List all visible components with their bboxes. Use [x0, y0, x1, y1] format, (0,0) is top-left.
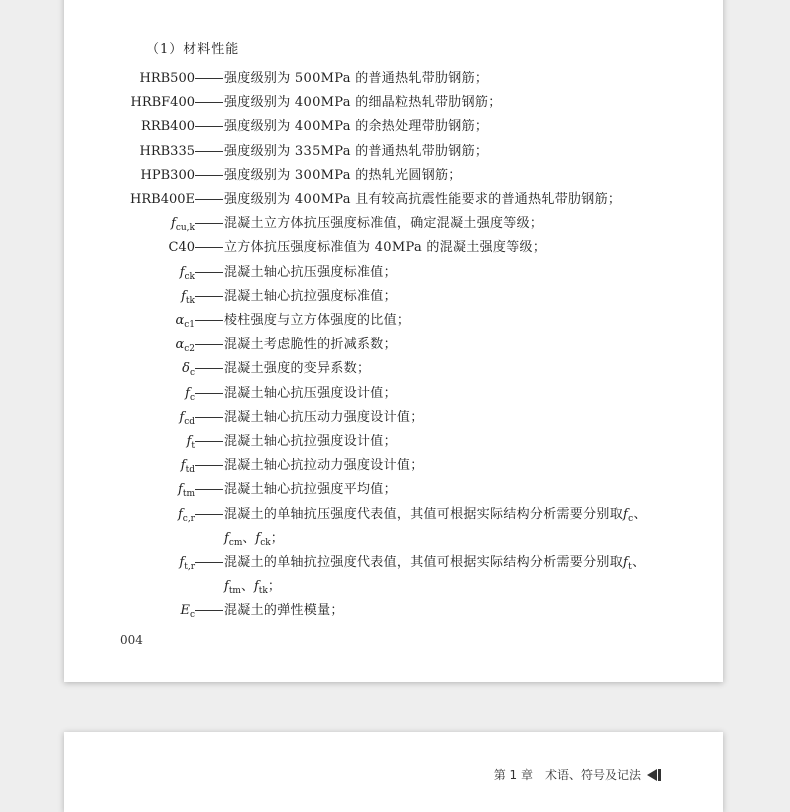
chapter-header: [494, 766, 661, 783]
continuation-s2: f: [255, 530, 261, 546]
term-definition: [224, 261, 397, 285]
symbol-subscript: c,r: [182, 513, 195, 524]
symbol-main: f: [186, 434, 192, 449]
term-symbol: HRB400E: [130, 192, 195, 207]
term-row: [64, 454, 723, 478]
symbol-main: f: [180, 458, 186, 474]
continuation-b1: tm: [228, 586, 241, 597]
definition-text: 立方体抗压强度标准值为 40MPa 的混凝土强度等级；: [224, 240, 547, 256]
em-dash-separator: [195, 393, 223, 394]
term-row: [64, 357, 723, 381]
term-definition: [224, 115, 488, 139]
continuation-s1: f: [224, 579, 229, 595]
term-definition: [224, 309, 410, 333]
em-dash-separator: [195, 223, 223, 224]
definition-text: 混凝土的单轴抗压强度代表值，其值可根据实际结构分析需要分别取: [224, 506, 624, 522]
term-row: [64, 503, 723, 527]
term-symbol: RRB400: [141, 119, 195, 135]
symbol-main: δ: [182, 361, 190, 377]
term-row: [64, 67, 723, 91]
definition-text: 强度级别为 335MPa 的普通热轧带肋钢筋；: [224, 143, 489, 159]
em-dash-separator: [195, 562, 223, 563]
symbol-subscript: td: [185, 465, 195, 476]
symbol-main: f: [179, 555, 185, 570]
continuation-sep: 、: [240, 579, 254, 595]
symbol-main: f: [171, 216, 176, 232]
term-definition: [224, 164, 462, 188]
symbol-main: α: [175, 313, 185, 328]
definition-text: 强度级别为 400MPa 的细晶粒热轧带肋钢筋；: [224, 95, 502, 111]
continuation-s1: f: [224, 530, 229, 546]
term-symbol: HRB335: [139, 143, 195, 159]
em-dash-separator: [195, 465, 223, 466]
continuation-b1: cm: [228, 537, 243, 548]
term-row-continuation: [64, 575, 723, 599]
symbol-subscript: c: [189, 368, 195, 379]
em-dash-separator: [195, 320, 223, 321]
symbol-subscript: c2: [184, 344, 195, 355]
term-row: [64, 333, 723, 357]
term-definition: [224, 285, 397, 309]
term-definition: [224, 599, 344, 623]
em-dash-separator: [195, 344, 223, 345]
symbol-subscript: c: [189, 392, 195, 403]
continuation-sep: 、: [242, 530, 256, 546]
continuation-end: ；: [267, 579, 281, 595]
term-row: [64, 236, 723, 260]
term-row: [64, 212, 723, 236]
term-row: [64, 285, 723, 309]
symbol-subscript: tm: [182, 489, 195, 500]
continuation-end: ；: [270, 530, 284, 546]
symbol-subscript: c: [189, 610, 195, 621]
term-row: [64, 140, 723, 164]
inline-subscript: t: [628, 562, 633, 572]
em-dash-separator: [195, 151, 223, 152]
term-row-continuation: [64, 527, 723, 551]
term-row: [64, 164, 723, 188]
symbol-main: E: [180, 603, 190, 619]
term-definition: [224, 478, 397, 502]
definition-text: 混凝土轴心抗压强度设计值；: [224, 385, 397, 401]
definition-text: 强度级别为 300MPa 的热轧光圆钢筋；: [224, 167, 462, 183]
triangle-marker-icon: [647, 769, 657, 781]
term-symbol: HRBF400: [130, 95, 195, 111]
definition-text: 强度级别为 400MPa 的余热处理带肋钢筋；: [224, 119, 489, 135]
definition-text: 混凝土轴心抗拉动力强度设计值；: [224, 458, 424, 474]
term-row: [64, 115, 723, 139]
definition-text: 混凝土强度的变异系数；: [224, 361, 371, 377]
page-number: 004: [120, 633, 143, 647]
em-dash-separator: [195, 441, 223, 442]
em-dash-separator: [195, 610, 223, 611]
term-definition: [224, 91, 502, 115]
definition-text: 混凝土轴心抗拉强度平均值；: [224, 482, 397, 498]
term-row: [64, 309, 723, 333]
definition-text: 混凝土轴心抗压强度标准值；: [224, 264, 397, 280]
em-dash-separator: [195, 199, 223, 200]
term-definition: [224, 140, 488, 164]
term-row: [64, 91, 723, 115]
continuation-b2: ck: [260, 537, 271, 548]
symbol-main: f: [179, 409, 185, 425]
definition-text: 混凝土轴心抗拉强度标准值；: [224, 288, 397, 304]
term-symbol: HPB300: [140, 167, 195, 183]
symbol-subscript: ck: [184, 271, 195, 282]
symbol-subscript: c1: [184, 320, 195, 330]
term-row: [64, 551, 723, 575]
term-symbol: HRB500: [139, 71, 195, 86]
document-page-next: [64, 732, 723, 812]
em-dash-separator: [195, 247, 223, 248]
term-definition: [224, 236, 546, 260]
em-dash-separator: [195, 296, 223, 297]
em-dash-separator: [195, 272, 223, 273]
symbol-main: f: [179, 264, 185, 280]
definition-text: 混凝土轴心抗压动力强度设计值；: [224, 409, 424, 425]
definition-text: 混凝土考虑脆性的折减系数；: [224, 337, 397, 353]
definition-text: 混凝土的弹性模量；: [224, 603, 344, 619]
term-row: [64, 478, 723, 502]
term-definition: [224, 67, 488, 91]
term-symbol: C40: [168, 240, 195, 256]
term-row: [64, 382, 723, 406]
term-definition: [224, 382, 397, 406]
page-title-cut: [64, 0, 723, 8]
term-definition: [224, 188, 621, 212]
term-row: [64, 430, 723, 454]
term-definition: [224, 212, 543, 236]
em-dash-separator: [195, 78, 223, 79]
symbol-main: f: [181, 288, 186, 304]
chapter-header-text: 第 1 章 术语、符号及记法: [493, 768, 641, 782]
inline-punct: 、: [632, 555, 646, 570]
continuation-s2: f: [253, 579, 259, 595]
term-row: [64, 599, 723, 623]
symbol-subscript: t,r: [184, 562, 195, 572]
em-dash-separator: [195, 514, 223, 515]
inline-subscript: c: [628, 513, 634, 524]
symbol-subscript: tk: [185, 295, 195, 306]
bar-marker-icon: [658, 769, 661, 781]
definition-text: 混凝土轴心抗拉强度设计值；: [224, 434, 397, 449]
term-symbol: [180, 599, 195, 627]
section-heading: （1）材料性能: [146, 42, 240, 57]
document-page: [64, 0, 723, 682]
em-dash-separator: [195, 368, 223, 369]
inline-symbol: f: [623, 506, 629, 522]
inline-symbol: f: [623, 555, 629, 570]
term-row: [64, 406, 723, 430]
em-dash-separator: [195, 175, 223, 176]
definition-text: 棱柱强度与立方体强度的比值；: [224, 313, 411, 328]
definition-text: 强度级别为 500MPa 的普通热轧带肋钢筋；: [224, 71, 489, 86]
inline-punct: 、: [633, 506, 647, 522]
term-definition: [224, 357, 370, 381]
term-definition: [224, 454, 424, 478]
symbol-main: f: [177, 506, 183, 522]
em-dash-separator: [195, 102, 223, 103]
symbol-main: f: [178, 482, 183, 498]
term-row: [64, 261, 723, 285]
term-row: [64, 188, 723, 212]
em-dash-separator: [195, 489, 223, 490]
symbol-subscript: cu,k: [175, 223, 195, 234]
symbol-subscript: t: [191, 441, 195, 451]
symbol-main: f: [185, 385, 190, 401]
term-definition: [224, 406, 424, 430]
term-definition: [224, 430, 397, 454]
definition-text: 混凝土立方体抗压强度标准值，确定混凝土强度等级；: [224, 216, 544, 232]
em-dash-separator: [195, 126, 223, 127]
definition-text: 强度级别为 400MPa 且有较高抗震性能要求的普通热轧带肋钢筋；: [224, 192, 622, 207]
continuation-b2: tk: [258, 586, 268, 597]
symbol-main: α: [175, 337, 185, 353]
em-dash-separator: [195, 417, 223, 418]
definition-text: 混凝土的单轴抗拉强度代表值，其值可根据实际结构分析需要分别取: [224, 555, 624, 570]
term-definition: [224, 333, 397, 357]
symbol-subscript: cd: [184, 416, 195, 427]
